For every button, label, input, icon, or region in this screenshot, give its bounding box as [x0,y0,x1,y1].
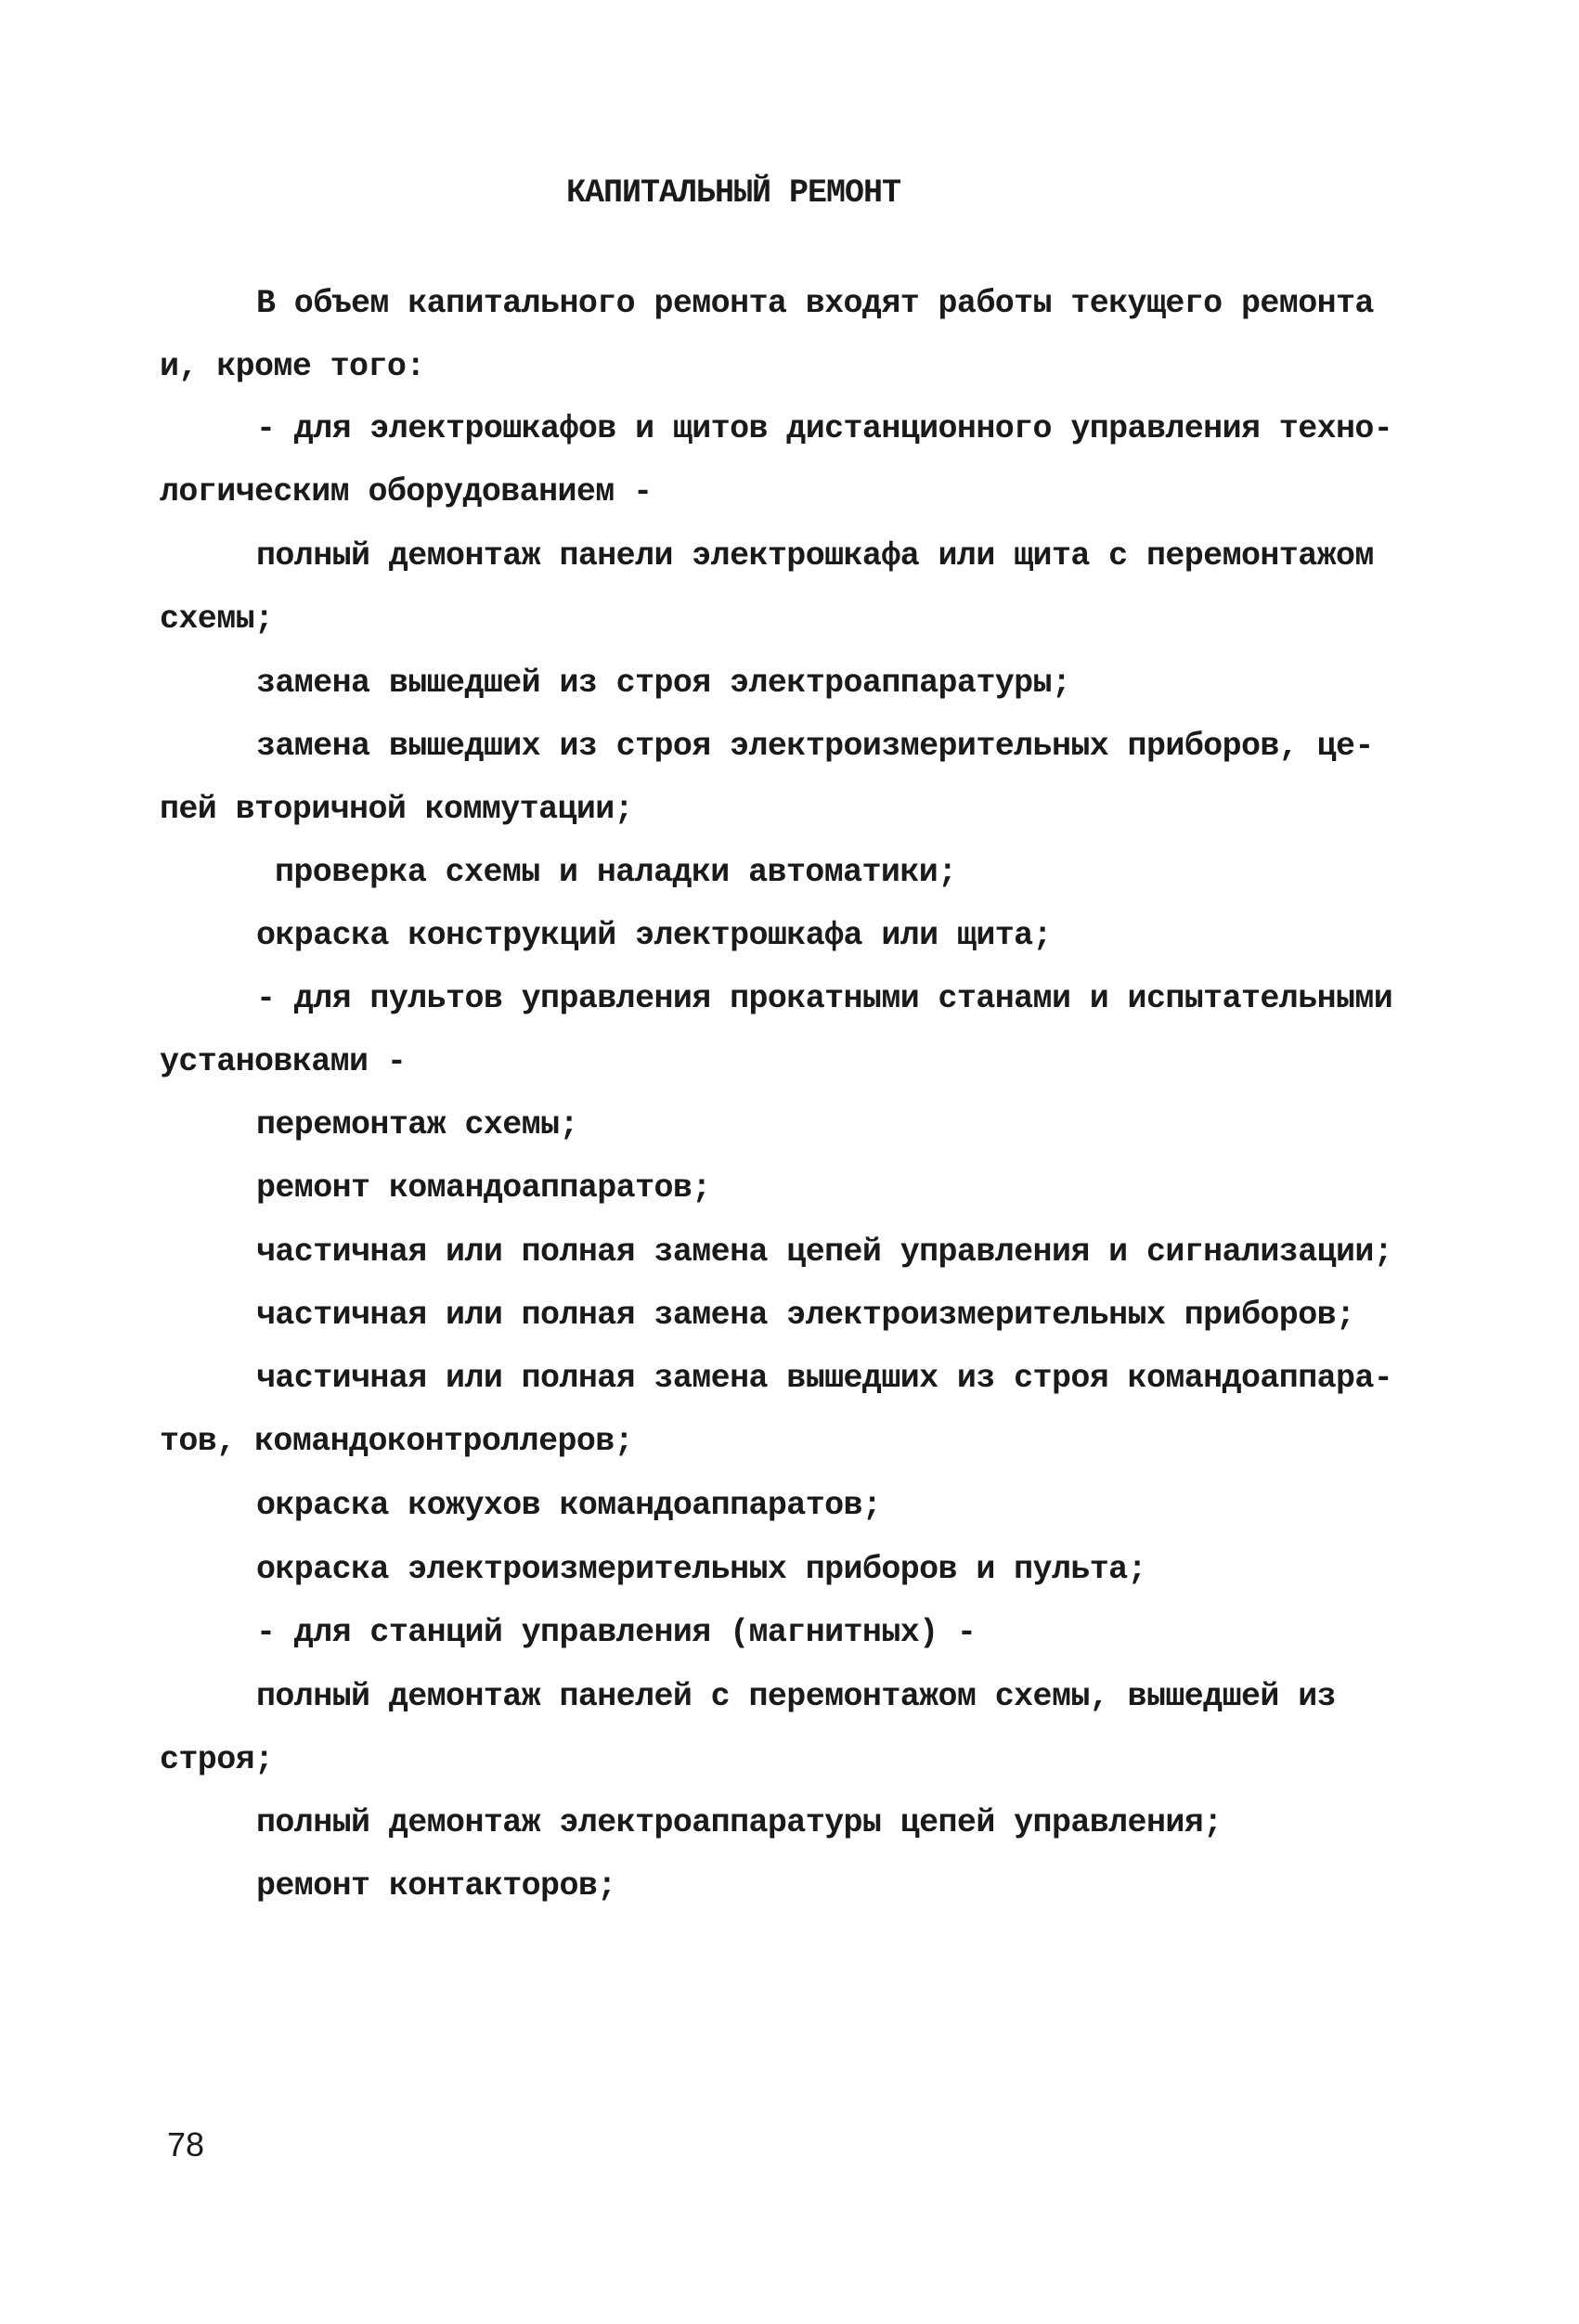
text-line: - для электрошкафов и щитов дистанционного управления техно- [256,410,1393,447]
text-line: - для станций управления (магнитных) - [256,1614,977,1651]
text-line: замена вышедших из строя электроизмерительных приборов, це- [256,728,1374,765]
text-line: ремонт контакторов; [256,1867,616,1904]
text-line: схемы; [160,600,274,638]
text-line: частичная или полная замена вышедших из строя командоаппара- [256,1360,1393,1397]
text-line: перемонтаж схемы; [256,1106,578,1143]
text-line: окраска конструкций электрошкафа или щита; [256,917,1052,954]
text-line: полный демонтаж электроаппаратуры цепей управления; [256,1804,1223,1841]
text-line: строя; [160,1741,274,1778]
text-line: В объем капитального ремонта входят работы текущего ремонта [256,285,1374,322]
text-line: окраска кожухов командоаппаратов; [256,1487,882,1524]
text-line: логическим оборудованием - [160,473,653,510]
text-line: проверка схемы и наладки автоматики; [275,854,957,891]
text-line: полный демонтаж панелей с перемонтажом схемы, вышедшей из [256,1678,1336,1715]
text-line: полный демонтаж панели электрошкафа или щита с перемонтажом [256,537,1374,575]
text-line: замена вышедшей из строя электроаппаратуры; [256,665,1071,702]
text-line: тов, командоконтроллеров; [160,1423,634,1460]
page-title: КАПИТАЛЬНЫЙ РЕМОНТ [565,174,901,212]
text-line: - для пультов управления прокатными станами и испытательными [256,980,1393,1017]
text-line: пей вторичной коммутации; [160,791,634,828]
text-line: частичная или полная замена электроизмерительных приборов; [256,1297,1355,1334]
page-number: 78 [167,2125,205,2163]
text-line: и, кроме того: [160,348,425,385]
text-line: ремонт командоаппаратов; [256,1169,711,1207]
text-line: частичная или полная замена цепей управления и сигнализации; [256,1233,1393,1271]
text-line: установками - [160,1043,407,1080]
text-line: окраска электроизмерительных приборов и пульта; [256,1551,1146,1588]
